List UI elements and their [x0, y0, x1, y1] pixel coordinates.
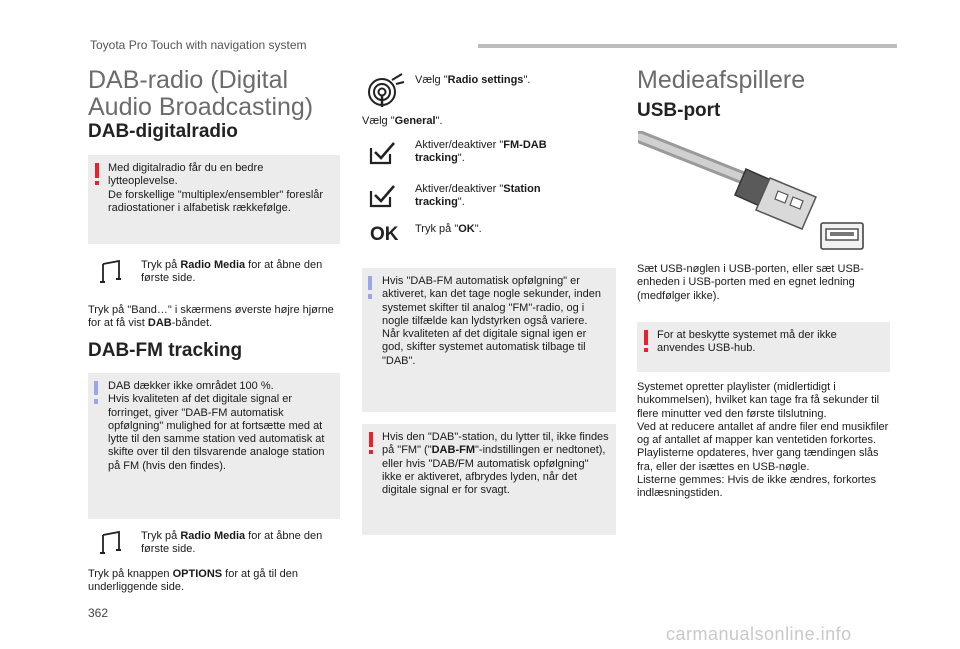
- usb-plug-icon: [638, 131, 868, 251]
- section-title-media-players: Medieafspillere: [637, 66, 806, 94]
- band-instruction: Tryk på "Band…" i skærmens øverste højre hjørne for at få vist DAB-båndet.: [88, 304, 334, 330]
- usb-instruction: Sæt USB-nøglen i USB-porten, eller sæt USB-enheden i USB-porten med en egnet ledning (medfølger ikke).: [637, 263, 864, 302]
- watermark: carmanualsonline.info: [666, 624, 852, 644]
- info-text: DAB dækker ikke området 100 %. Hvis kvaliteten af det digitale signal er forringet, giver "DAB-FM automatisk opfølgning" mulighed for at fortsætte med at lytte til den samme station ved automatisk at skifte over til den tilsvarende analoge station på FM (hvis den findes).: [108, 380, 325, 472]
- playlist-info: Systemet opretter playlister (midlertidigt i hukommelsen), hvilket kan tage fra få sekunder til flere minutter ved den første tilslutning. Ved at reducere antallet af andre filer end musikfiler og af antallet af mapper kan ventetiden forkortes. Playlisterne opdateres, hver gang tændingen slås fra, eller der isættes en USB-nøgle. Listerne gemmes: Hvis de ikke ændres, forkortes indlæsningstiden.: [637, 381, 889, 500]
- section-heading-usb-port: USB-port: [637, 100, 721, 121]
- warning-icon: [94, 163, 100, 185]
- warning-box-dab-station: [362, 424, 616, 535]
- warning-icon: [643, 330, 649, 352]
- select-general: Vælg "General".: [362, 115, 443, 127]
- running-header: Toyota Pro Touch with navigation system: [90, 38, 307, 52]
- music-note-icon: [98, 259, 122, 285]
- info-text: Hvis "DAB-FM automatisk opfølgning" er aktiveret, kan det tage nogle sekunder, inden systemet skifter til analog "FM"-radio, og i nogle tilfælde kan lydstyrken også variere. Når kvaliteten af det digitale signal igen er god, skifter systemet automatisk tilbage til "DAB".: [382, 275, 601, 367]
- radio-settings-icon: [366, 72, 406, 108]
- warning-text: Hvis den "DAB"-station, du lytter til, ikke findes på "FM" ("DAB-FM"-indstillingen er nedtonet), eller hvis "DAB/FM automatisk opfølgning" ikke er aktiveret, afbrydes lyden, når det digitale signal er for svagt.: [382, 431, 609, 497]
- info-box-dab-coverage: [88, 373, 340, 519]
- warning-box-usb-hub: [637, 322, 890, 372]
- warning-box-digital-radio: [88, 155, 340, 244]
- step-fm-dab-tracking: Aktiver/deaktiver "FM-DAB tracking".: [415, 139, 547, 165]
- step-station-tracking: Aktiver/deaktiver "Station tracking".: [415, 183, 541, 209]
- step-press-ok: Tryk på "OK".: [415, 223, 482, 235]
- section-heading-dab-digitalradio: DAB-digitalradio: [88, 121, 238, 142]
- step-radio-media-2: Tryk på Radio Media for at åbne den første side.: [141, 530, 323, 556]
- options-instruction: Tryk på knappen OPTIONS for at gå til den underliggende side.: [88, 568, 298, 594]
- music-note-icon: [98, 530, 122, 556]
- step-radio-media-1: Tryk på Radio Media for at åbne den første side.: [141, 259, 323, 285]
- ok-button-icon: OK: [370, 224, 399, 245]
- section-heading-dab-fm-tracking: DAB-FM tracking: [88, 340, 243, 361]
- warning-icon: [368, 432, 374, 454]
- checkbox-check-icon: [368, 183, 396, 209]
- warning-text: For at beskytte systemet må der ikke anvendes USB-hub.: [657, 329, 837, 355]
- page-title: DAB-radio (Digital Audio Broadcasting): [88, 66, 314, 121]
- page-number: 362: [88, 606, 109, 620]
- info-box-dab-fm-switch: [362, 268, 616, 412]
- header-rule: [478, 44, 897, 48]
- checkbox-check-icon: [368, 140, 396, 166]
- info-icon: [368, 276, 372, 300]
- step-radio-settings: Vælg "Radio settings".: [415, 74, 531, 86]
- info-icon: [94, 381, 98, 405]
- warning-text: Med digitalradio får du en bedre lytteoplevelse. De forskellige "multiplex/ensembler" foreslår radiostationer i alfabetisk rækkefølge.: [108, 162, 324, 214]
